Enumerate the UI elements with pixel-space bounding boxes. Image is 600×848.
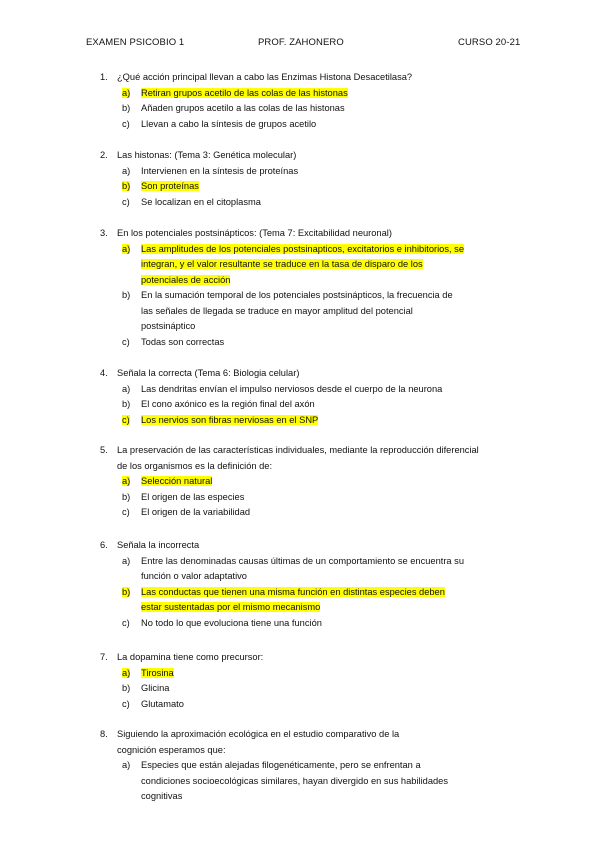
answer-option [122,616,520,632]
question-6 [100,538,520,631]
option-text: Glutamato [141,698,184,709]
option-text: Intervienen en la síntesis de proteínas [141,165,299,176]
course-year: CURSO 20-21 [458,37,521,48]
question-number: 7. [100,652,108,662]
option-text: El cono axónico es la región final del axón [141,399,315,409]
answer-option [122,666,520,682]
answer-option [122,681,520,697]
option-letter: a) [122,383,131,394]
question-4 [100,366,520,428]
question-7 [100,650,520,712]
option-letter: c) [122,698,130,709]
option-text: Tirosina [141,667,174,678]
option-letter: b) [122,586,131,597]
question-2 [100,148,520,210]
answer-option [122,397,520,413]
question-text-line: La preservación de las características individuales, mediante la reproducción diferencial [117,445,479,455]
question-text: Señala la incorrecta [117,540,200,550]
question-text: Señala la correcta (Tema 6: Biologia celular) [117,368,300,378]
option-letter: a) [122,667,131,678]
exam-title: EXAMEN PSICOBIO 1 [86,37,185,48]
option-text: Las conductas que tienen una misma función en distintas especies deben [141,586,445,597]
option-letter: a) [122,243,131,254]
option-text: Entre las denominadas causas últimas de un comportamiento se encuentra su [141,555,464,566]
option-text: Las amplitudes de los potenciales postsinapticos, excitatorios e inhibitorios, se [141,243,464,254]
option-letter: b) [122,683,131,693]
question-text-line: de los organismos es la definición de: [117,460,273,471]
option-text: condiciones socioecológicas similares, hayan divergido en sus habilidades [141,775,448,786]
answer-option [122,117,520,133]
option-letter: b) [122,399,131,409]
question-text: La dopamina tiene como precursor: [117,652,264,662]
option-text: las señales de llegada se traduce en mayor amplitud del potencial [141,305,413,316]
option-letter: a) [122,760,131,770]
question-text [117,443,520,474]
option-text: En la sumación temporal de los potenciales postsinápticos, la frecuencia de [141,290,453,300]
answer-option [122,413,520,429]
answer-option [122,335,520,351]
question-text-line: cognición esperamos que: [117,744,226,755]
answer-option [122,179,520,195]
answer-option [122,490,520,506]
option-text: Los nervios son fibras nerviosas en el SNP [141,414,319,425]
answer-option [122,382,520,398]
professor-name: PROF. ZAHONERO [258,37,344,48]
option-text: Se localizan en el citoplasma [141,196,261,207]
question-number: 6. [100,540,108,550]
answer-option [122,758,520,805]
option-letter: a) [122,476,131,486]
option-letter: c) [122,617,130,628]
question-3 [100,226,520,350]
question-number: 2. [100,150,108,160]
answer-option [122,697,520,713]
answer-option [122,585,520,616]
question-number: 3. [100,228,108,238]
question-5 [100,443,520,521]
answer-option [122,474,520,490]
option-text: Son proteínas [141,181,199,191]
option-text: Añaden grupos acetilo a las colas de las histonas [141,103,345,113]
question-number: 1. [100,72,108,82]
option-letter: b) [122,491,131,502]
option-text: cognitivas [141,791,183,801]
answer-option [122,86,520,102]
option-text: potenciales de acción [141,274,231,285]
answer-option [122,505,520,521]
option-letter: b) [122,181,131,191]
option-text: El origen de la variabilidad [141,507,251,517]
question-1 [100,70,520,132]
question-text [117,727,520,758]
question-number: 5. [100,445,108,455]
question-8 [100,727,520,805]
option-letter: a) [122,87,131,98]
option-letter: a) [122,555,131,566]
question-text: En los potenciales postsinápticos: (Tema 7: Excitabilidad neuronal) [117,228,392,238]
answer-option [122,242,520,289]
question-text: Las histonas: (Tema 3: Genética molecular) [117,150,297,160]
option-letter: c) [122,118,130,129]
option-text: Las dendritas envían el impulso nerviosos desde el cuerpo de la neurona [141,383,443,394]
option-letter: b) [122,103,131,113]
option-letter: a) [122,165,131,176]
option-text: El origen de las especies [141,491,245,502]
question-text: ¿Qué acción principal llevan a cabo las Enzimas Histona Desacetilasa? [117,72,413,82]
answer-option [122,101,520,117]
option-text: Especies que están alejadas filogenéticamente, pero se enfrentan a [141,760,421,770]
option-text: No todo lo que evoluciona tiene una función [141,617,322,628]
question-text-line: Siguiendo la aproximación ecológica en el estudio comparativo de la [117,729,400,739]
option-letter: b) [122,290,131,300]
option-letter: c) [122,336,130,347]
option-letter: c) [122,507,130,517]
option-text: Todas son correctas [141,336,225,347]
answer-option [122,554,520,585]
option-text: estar sustentadas por el mismo mecanismo [141,602,321,612]
answer-option [122,164,520,180]
option-text: función o valor adaptativo [141,571,247,581]
option-text: Selección natural [141,476,213,486]
option-letter: c) [122,196,130,207]
answer-option [122,288,520,335]
option-text: Glicina [141,683,170,693]
question-number: 4. [100,368,108,378]
answer-option [122,195,520,211]
option-text: integran, y el valor resultante se traduce en la tasa de disparo de los [141,259,423,269]
option-text: postsináptico [141,321,196,331]
option-text: Llevan a cabo la síntesis de grupos acetilo [141,118,317,129]
question-number: 8. [100,729,108,739]
option-text: Retiran grupos acetilo de las colas de las histonas [141,87,348,98]
option-letter: c) [122,414,130,425]
